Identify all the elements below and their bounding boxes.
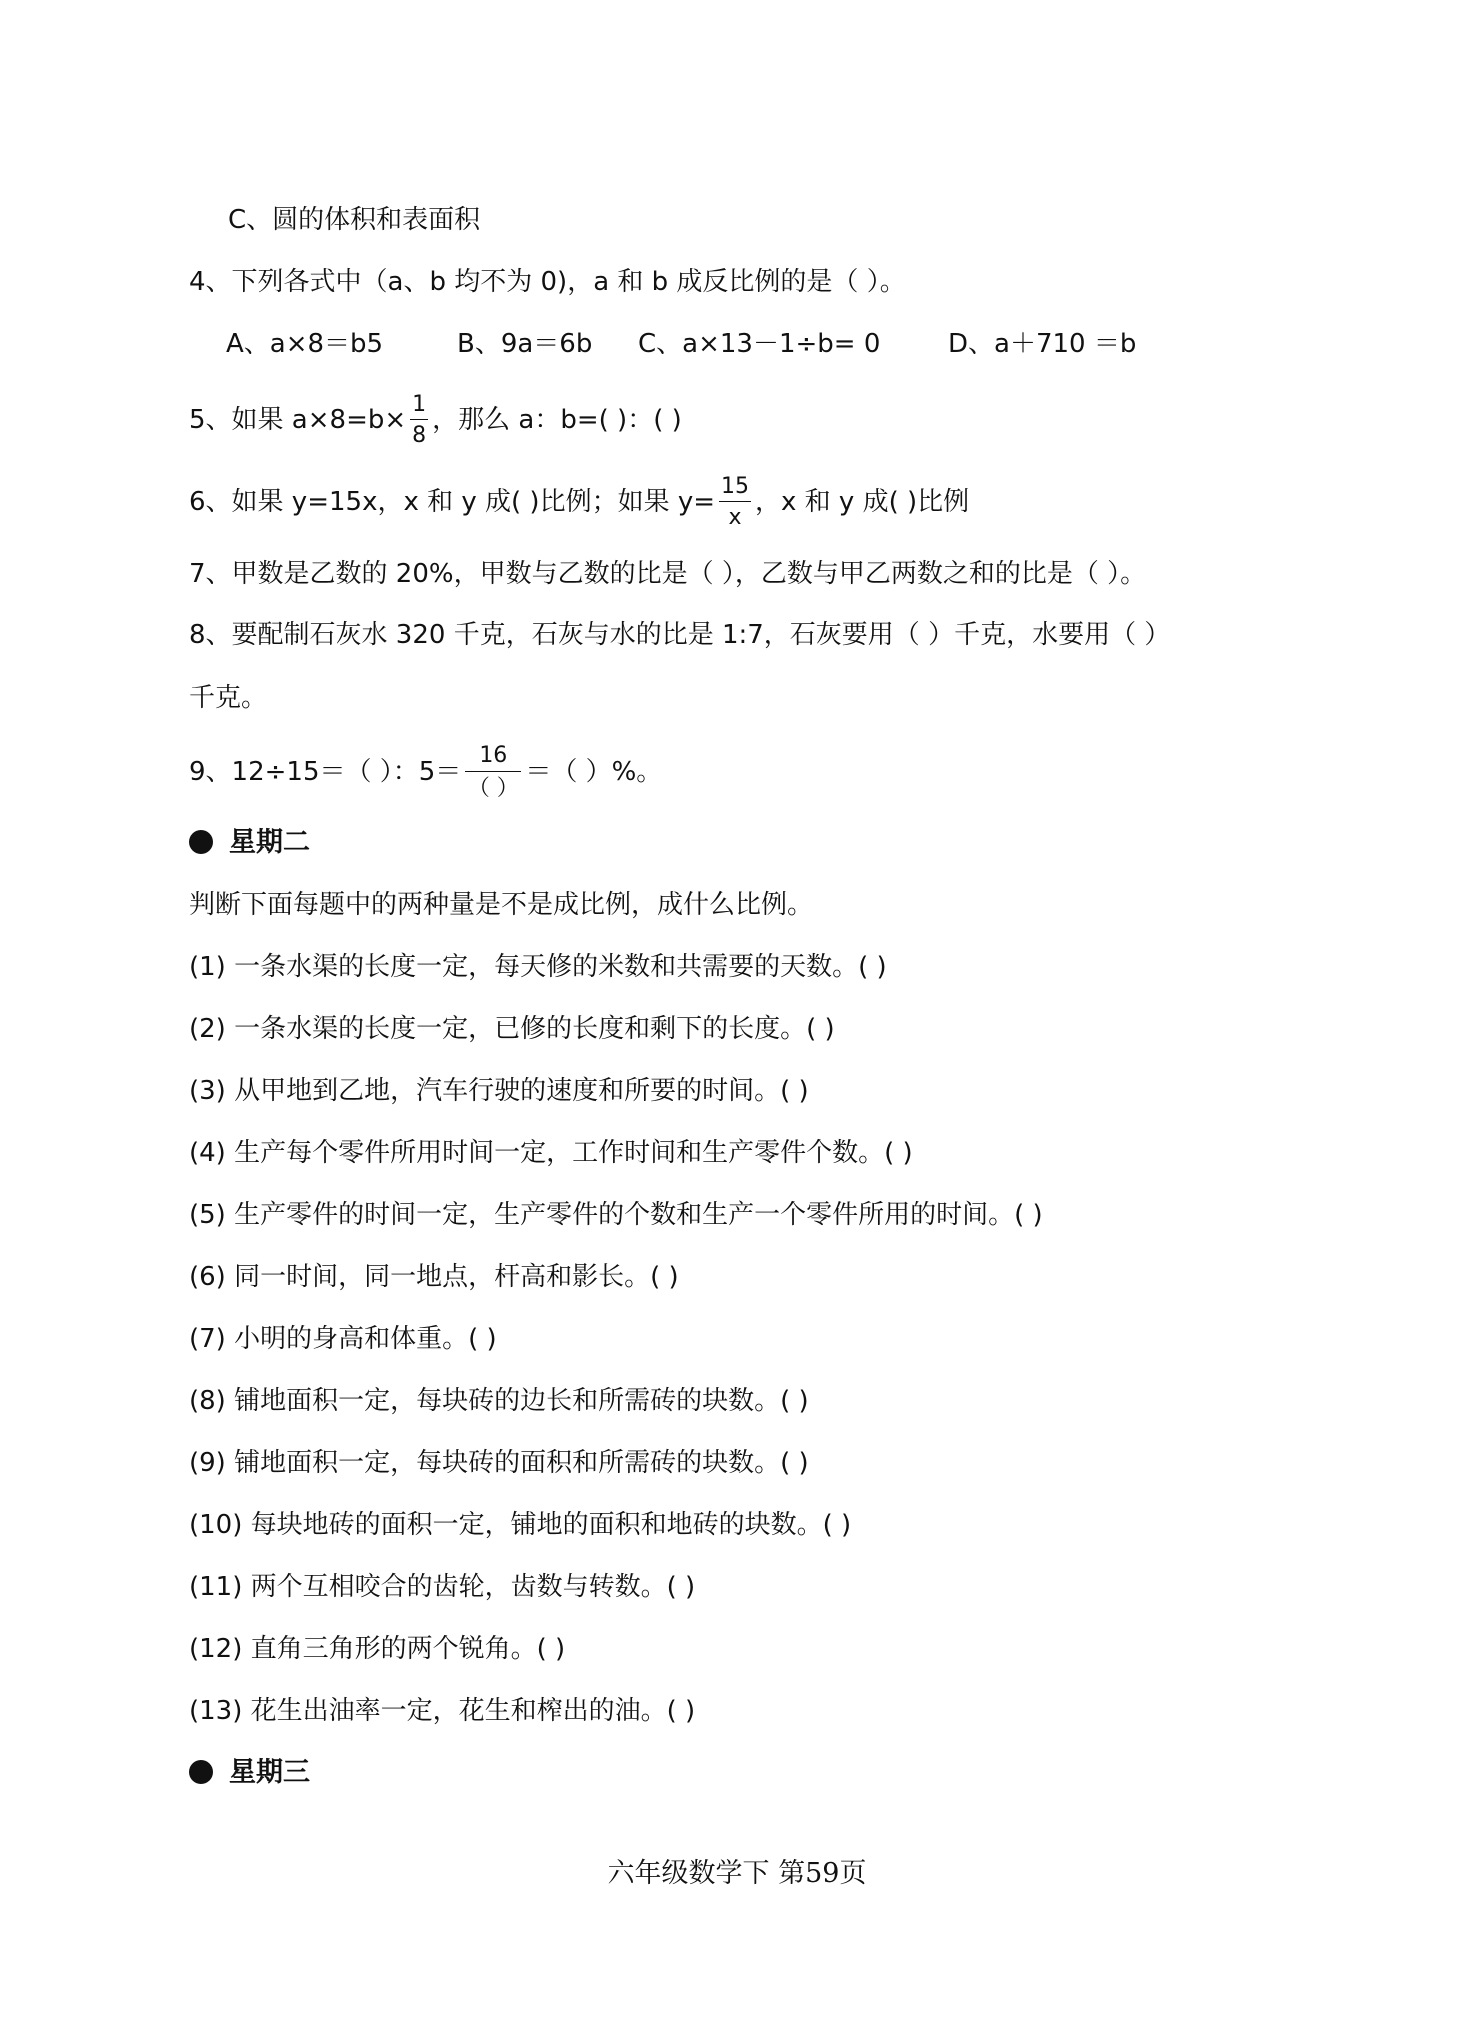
judge-intro: 判断下面每题中的两种量是不是成比例，成什么比例。 — [189, 890, 814, 920]
judge-item: (6) 同一时间，同一地点，杆高和影长。( ) — [189, 1262, 679, 1292]
section-title-tuesday: 星期二 — [229, 827, 310, 858]
judge-item: (3) 从甲地到乙地，汽车行驶的速度和所要的时间。( ) — [189, 1076, 809, 1106]
q8-line2: 千克。 — [189, 683, 268, 713]
judge-item: (5) 生产零件的时间一定，生产零件的个数和生产一个零件所用的时间。( ) — [189, 1200, 1043, 1230]
judge-item: (4) 生产每个零件所用时间一定，工作时间和生产零件个数。( ) — [189, 1138, 913, 1168]
section-title-wednesday: 星期三 — [229, 1757, 310, 1788]
q4-option-c: C、a×13－1÷b= 0 — [638, 329, 881, 359]
q8-line1: 8、要配制石灰水 320 千克，石灰与水的比是 1:7，石灰要用（ ）千克，水要用（ ） — [189, 620, 1171, 650]
section-heading-wednesday — [189, 1756, 310, 1790]
judge-item: (13) 花生出油率一定，花生和榨出的油。( ) — [189, 1696, 696, 1726]
q9-suffix: ＝（ ）%。 — [525, 757, 663, 787]
q5-fraction-denominator: 8 — [412, 422, 427, 448]
q6-fraction-denominator: x — [728, 504, 742, 530]
judge-item: (12) 直角三角形的两个锐角。( ) — [189, 1634, 566, 1664]
q4-option-d: D、a＋710 ＝b — [948, 329, 1137, 359]
judge-item: (8) 铺地面积一定，每块砖的边长和所需砖的块数。( ) — [189, 1386, 809, 1416]
q4-option-b: B、9a＝6b — [457, 329, 593, 359]
q6-fraction-numerator: 15 — [719, 476, 751, 502]
q5-fraction — [410, 391, 428, 448]
q5-line — [189, 385, 682, 455]
judge-item: (9) 铺地面积一定，每块砖的面积和所需砖的块数。( ) — [189, 1448, 809, 1478]
bullet-icon — [189, 830, 213, 854]
q7: 7、甲数是乙数的 20%，甲数与乙数的比是（ ），乙数与甲乙两数之和的比是（ ）。 — [189, 559, 1147, 589]
q3-option-c: C、圆的体积和表面积 — [228, 205, 481, 235]
q9-fraction-numerator: 16 — [465, 745, 521, 772]
judge-item: (11) 两个互相咬合的齿轮，齿数与转数。( ) — [189, 1572, 696, 1602]
section-heading-tuesday — [189, 826, 310, 860]
q6-part1: 6、如果 y=15x，x 和 y 成( )比例；如果 y= — [189, 487, 716, 517]
q9-line — [189, 735, 662, 809]
judge-item: (1) 一条水渠的长度一定，每天修的米数和共需要的天数。( ) — [189, 952, 887, 982]
page-footer: 六年级数学下 第59页 — [607, 1858, 867, 1889]
q5-suffix: ，那么 a：b=( )：( ) — [432, 405, 682, 435]
judge-item: (7) 小明的身高和体重。( ) — [189, 1324, 497, 1354]
q6-part2: ，x 和 y 成( )比例 — [755, 487, 970, 517]
q4-option-a: A、a×8＝b5 — [226, 329, 384, 359]
q4-stem: 4、下列各式中（a、b 均不为 0)，a 和 b 成反比例的是（ ）。 — [189, 267, 906, 297]
q9-fraction — [465, 742, 521, 801]
bullet-icon — [189, 1760, 213, 1784]
q5-prefix: 5、如果 a×8=b× — [189, 405, 407, 435]
q9-prefix: 9、12÷15＝（ ）：5＝ — [189, 757, 462, 787]
judge-item: (2) 一条水渠的长度一定，已修的长度和剩下的长度。( ) — [189, 1014, 835, 1044]
judge-item: (10) 每块地砖的面积一定，铺地的面积和地砖的块数。( ) — [189, 1510, 852, 1540]
q5-fraction-numerator: 1 — [410, 394, 428, 420]
q9-fraction-denominator: （ ） — [467, 775, 519, 801]
q6-line — [189, 465, 969, 539]
q6-fraction — [719, 473, 751, 530]
